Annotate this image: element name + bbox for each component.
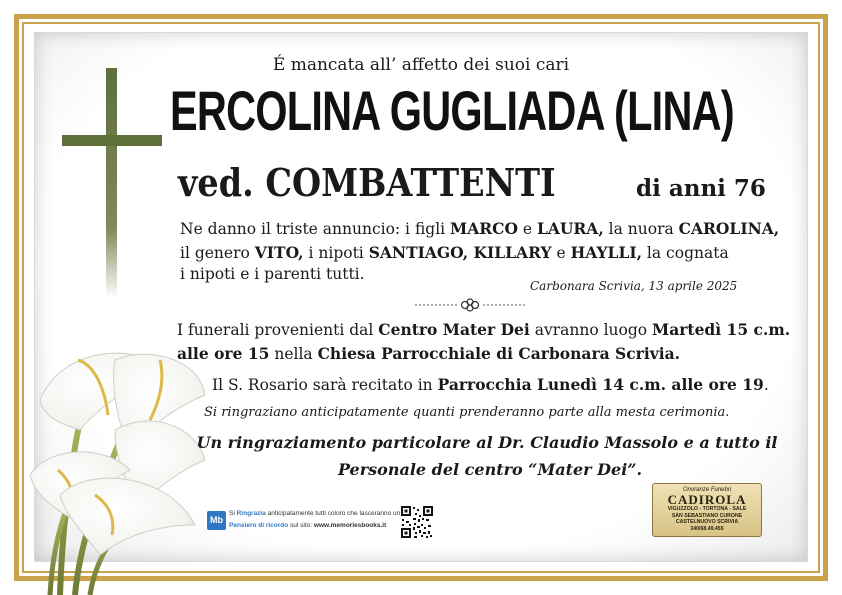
ornament-divider-icon: [415, 298, 525, 312]
cross-icon-vertical: [106, 68, 117, 298]
announce-line-1: Ne danno il triste annuncio: i figli MARCO e LAURA, la nuora CAROLINA,: [180, 219, 780, 238]
thanks-line: Si ringraziano anticipatamente quanti prenderanno parte alla mesta cerimonia.: [204, 405, 730, 420]
deceased-name: ERCOLINA GUGLIADA (LINA): [170, 79, 734, 142]
qr-code-icon[interactable]: [400, 505, 434, 539]
badge-line-3: VIGUZZOLO - TORTONA - SALE: [667, 506, 747, 512]
special-thanks-line-2: Personale del centro “Mater Dei”.: [337, 460, 643, 479]
badge-phone: 340/68.49.455: [690, 525, 724, 532]
place-date: Carbonara Scrivia, 13 aprile 2025: [530, 279, 738, 293]
badge-line-1: Onoranze Funebri: [682, 487, 732, 493]
age-label: di anni 76: [636, 175, 766, 202]
cross-icon-horizontal: [62, 135, 162, 146]
married-name: ved. COMBATTENTI: [178, 160, 556, 205]
special-thanks-line-1: Un ringraziamento particolare al Dr. Claudio Massolo e a tutto il: [196, 433, 778, 452]
rosary-line: Il S. Rosario sarà recitato in Parrocchia Lunedì 14 c.m. alle ore 19.: [212, 375, 769, 394]
announce-line-2: il genero VITO, i nipoti SANTIAGO, KILLARY e HAYLLI, la cognata: [180, 243, 729, 262]
memoriesbooks-text: Si Ringrazia anticipatamente tutti coloro che lasceranno un Pensiero di ricordo sul sito: www.memoriesbooks.it: [229, 510, 401, 529]
funeral-home-badge: [652, 483, 762, 537]
badge-line-4: SAN SEBASTIANO CURONE: [671, 512, 743, 519]
funeral-line-2: alle ore 15 nella Chiesa Parrocchiale di Carbonara Scrivia.: [177, 344, 681, 363]
announce-line-3: i nipoti e i parenti tutti.: [180, 265, 365, 283]
intro-line: É mancata all’ affetto dei suoi cari: [272, 55, 570, 75]
badge-brand: CADIROLA: [667, 492, 747, 507]
badge-line-5: CASTELNUOVO SCRIVIA: [675, 519, 739, 525]
funeral-line-1: I funerali provenienti dal Centro Mater Dei avranno luogo Martedì 15 c.m.: [177, 320, 791, 339]
memoriesbooks-logo: Mb: [207, 511, 226, 530]
